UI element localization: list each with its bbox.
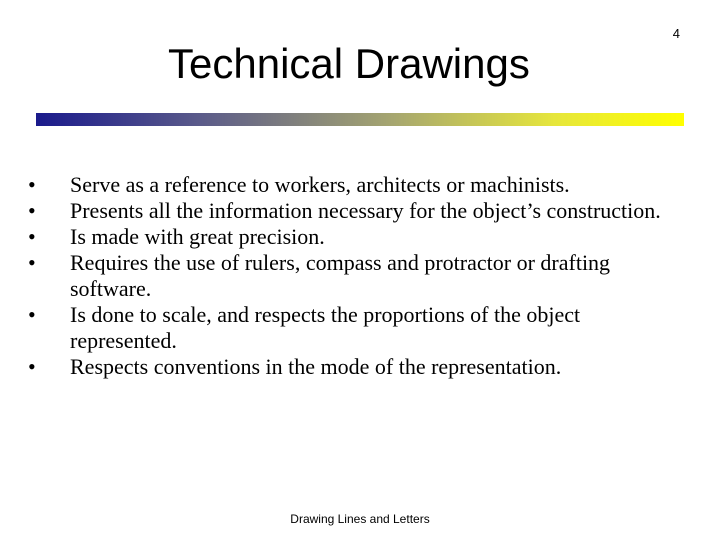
bullet-text: Is made with great precision. (70, 224, 325, 249)
bullet-text: Presents all the information necessary for the object’s construction. (70, 198, 661, 223)
slide-title: Technical Drawings (168, 40, 530, 87)
bullet-icon: • (28, 224, 36, 249)
bullet-text: Requires the use of rulers, compass and protractor or drafting software. (70, 250, 611, 301)
bullet-icon: • (28, 198, 36, 223)
bullet-text: Is done to scale, and respects the proportions of the object represented. (70, 302, 581, 353)
bullet-item (28, 198, 688, 224)
bullet-icon: • (28, 250, 36, 275)
bullet-text: Respects conventions in the mode of the representation. (70, 354, 562, 379)
footer-text: Drawing Lines and Letters (290, 512, 430, 526)
bullet-item (28, 172, 688, 198)
bullet-icon: • (28, 354, 36, 379)
page-number: 4 (672, 26, 680, 41)
bullet-item (28, 224, 688, 250)
bullet-text: Serve as a reference to workers, architects or machinists. (70, 172, 570, 197)
bullet-icon: • (28, 172, 36, 197)
title-gradient-divider (36, 113, 684, 126)
bullet-item (28, 250, 688, 302)
title-container (0, 40, 720, 88)
bullet-icon: • (28, 302, 36, 327)
bullet-list (28, 172, 688, 380)
bullet-item (28, 302, 688, 354)
bullet-item (28, 354, 688, 380)
